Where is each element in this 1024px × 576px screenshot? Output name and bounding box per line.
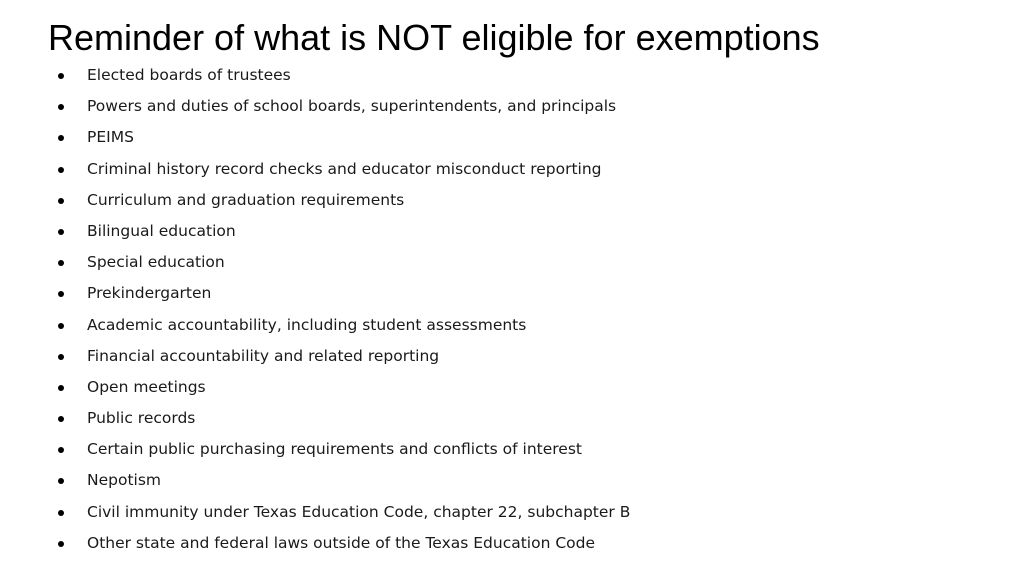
list-item xyxy=(54,497,630,528)
list-item xyxy=(54,122,630,153)
list-item xyxy=(54,528,630,559)
list-item xyxy=(54,91,630,122)
list-item xyxy=(54,154,630,185)
list-item xyxy=(54,247,630,278)
bullet-dot-icon xyxy=(58,260,64,266)
list-item-text: Bilingual education xyxy=(87,221,236,240)
list-item xyxy=(54,310,630,341)
bullet-dot-icon xyxy=(58,385,64,391)
bullet-dot-icon xyxy=(58,73,64,79)
list-item xyxy=(54,216,630,247)
bullet-dot-icon xyxy=(58,167,64,173)
list-item xyxy=(54,434,630,465)
bullet-list xyxy=(54,60,630,559)
list-item-text: Curriculum and graduation requirements xyxy=(87,190,405,209)
list-item-text: Special education xyxy=(87,253,225,272)
list-item-text: Powers and duties of school boards, superintendents, and principals xyxy=(87,97,617,116)
bullet-dot-icon xyxy=(58,291,64,297)
list-item-text: Certain public purchasing requirements and conflicts of interest xyxy=(87,440,583,459)
bullet-dot-icon xyxy=(58,416,64,422)
list-item xyxy=(54,403,630,434)
bullet-dot-icon xyxy=(58,354,64,360)
list-item xyxy=(54,341,630,372)
list-item xyxy=(54,465,630,496)
bullet-dot-icon xyxy=(58,104,64,110)
list-item xyxy=(54,372,630,403)
list-item-text: Criminal history record checks and educator misconduct reporting xyxy=(87,159,602,178)
list-item-text: Civil immunity under Texas Education Code, chapter 22, subchapter B xyxy=(87,502,631,521)
bullet-dot-icon xyxy=(58,478,64,484)
list-item-text: Financial accountability and related reporting xyxy=(87,346,440,365)
list-item-text: Other state and federal laws outside of the Texas Education Code xyxy=(87,533,596,552)
list-item-text: Academic accountability, including student assessments xyxy=(87,315,527,334)
list-item-text: PEIMS xyxy=(87,128,134,147)
bullet-dot-icon xyxy=(58,198,64,204)
bullet-dot-icon xyxy=(58,323,64,329)
bullet-dot-icon xyxy=(58,447,64,453)
slide-title: Reminder of what is NOT eligible for exemptions xyxy=(48,17,820,58)
list-item xyxy=(54,60,630,91)
bullet-dot-icon xyxy=(58,541,64,547)
list-item-text: Nepotism xyxy=(87,471,162,490)
list-item-text: Elected boards of trustees xyxy=(87,66,291,84)
bullet-dot-icon xyxy=(58,229,64,235)
bullet-dot-icon xyxy=(58,510,64,516)
list-item-text: Public records xyxy=(87,409,196,428)
list-item xyxy=(54,185,630,216)
list-item xyxy=(54,278,630,309)
bullet-dot-icon xyxy=(58,135,64,141)
list-item-text: Prekindergarten xyxy=(87,284,212,303)
list-item-text: Open meetings xyxy=(87,377,206,396)
